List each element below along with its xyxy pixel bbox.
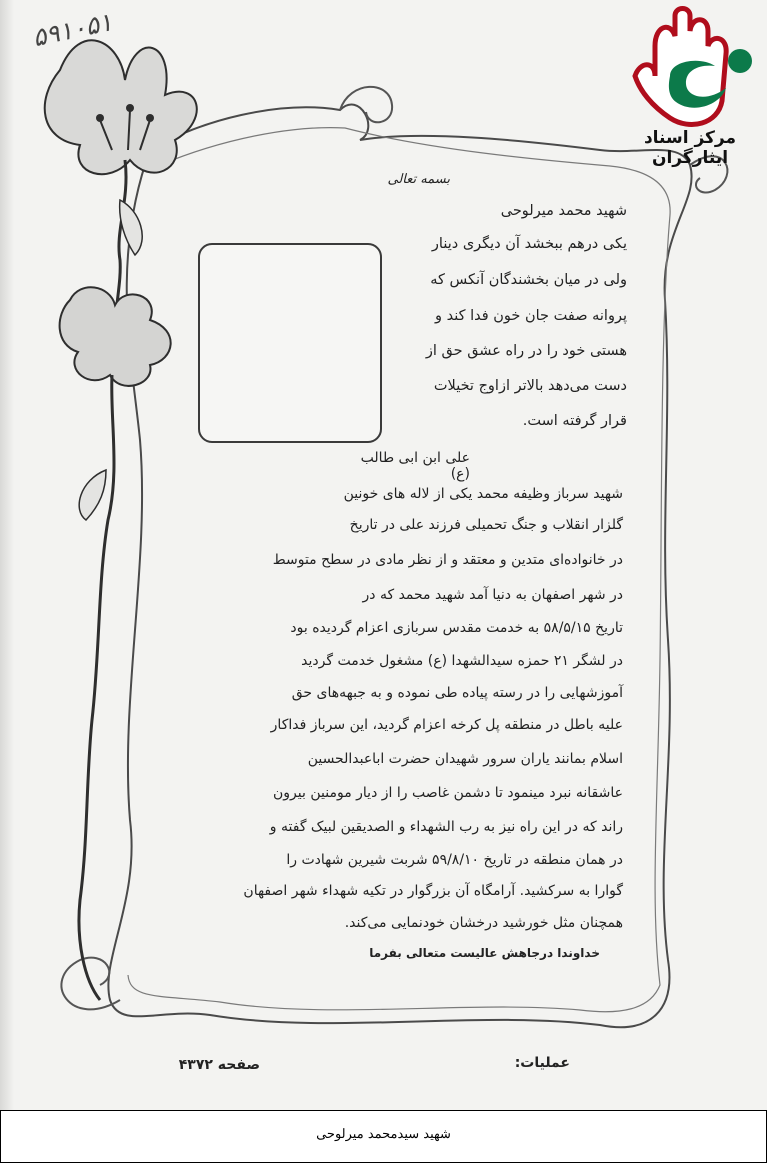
body-line: در شهر اصفهان به دنیا آمد شهید محمد که در [362,587,623,603]
body-line: در همان منطقه در تاریخ ۵۹/۸/۱۰ شربت شیرین شهادت را [286,852,623,868]
body-line: گوارا به سرکشید. آرامگاه آن بزرگوار در تکیه شهداء شهر اصفهان [243,883,623,899]
poem-line: پروانه صفت جان خون فدا کند و [434,308,627,324]
body-line: شهید سرباز وظیفه محمد یکی از لاله های خونین [343,486,623,502]
flower-illustration-middle [60,287,171,1000]
archive-logo-text: مرکز اسناد ایثارگران [643,128,737,168]
body-line: آموزشهایی را در رسته پیاده طی نموده و به جبهه‌های حق [291,685,623,701]
body-line: علیه باطل در منطقه پل کرخه اعزام گردید، این سرباز فداکار [270,717,623,733]
body-line: عاشقانه نبرد مینمود تا دشمن غاصب را از دیار مومنین بیرون [273,785,623,801]
poem-line: دست می‌دهد بالاتر ازاوج تخیلات [433,378,627,394]
operations-label: عملیات: [514,1055,570,1071]
body-line: همچنان مثل خورشید درخشان خودنمایی می‌کند. [344,915,623,931]
body-line: گلزار انقلاب و جنگ تحمیلی فرزند علی در تاریخ [349,517,623,533]
closing-prayer: خداوندا درجاهش عالیست متعالی بفرما [369,946,600,960]
poem-line: هستی خود را در راه عشق حق از [425,343,627,359]
poem-line: شهید محمد میرلوحی [500,203,627,219]
quote-attribution: علی ابن ابی طالب (ع) [360,450,470,482]
body-line: اسلام بمانند یاران سرور شهیدان حضرت اباعبدالحسین [307,751,623,767]
poem-line: قرار گرفته است. [522,413,627,429]
handwritten-archive-number: ۵۹۱۰۵۱ [30,7,115,53]
body-line: راند که در این راه نیز به رب الشهداء و الصدیقین لبیک گفته و [269,819,623,835]
body-line: در خانواده‌ای متدین و معتقد و از نظر مادی در سطح متوسط [272,552,623,568]
poem-line: ولی در میان بخشندگان آنکس که [430,272,627,288]
page-number: صفحه ۴۳۷۲ [178,1057,260,1073]
body-line: تاریخ ۵۸/۵/۱۵ به خدمت مقدس سربازی اعزام گردیده بود [290,620,623,636]
invocation-text: بسمه تعالی [387,172,450,187]
poem-line: یکی درهم ببخشد آن دیگری دینار [431,236,627,252]
martyr-photo-frame [198,243,382,443]
caption-box [0,1110,767,1163]
body-line: در لشگر ۲۱ حمزه سیدالشهدا (ع) مشغول خدمت گردید [301,653,623,669]
caption-text: شهید سیدمحمد میرلوحی [316,1127,451,1142]
